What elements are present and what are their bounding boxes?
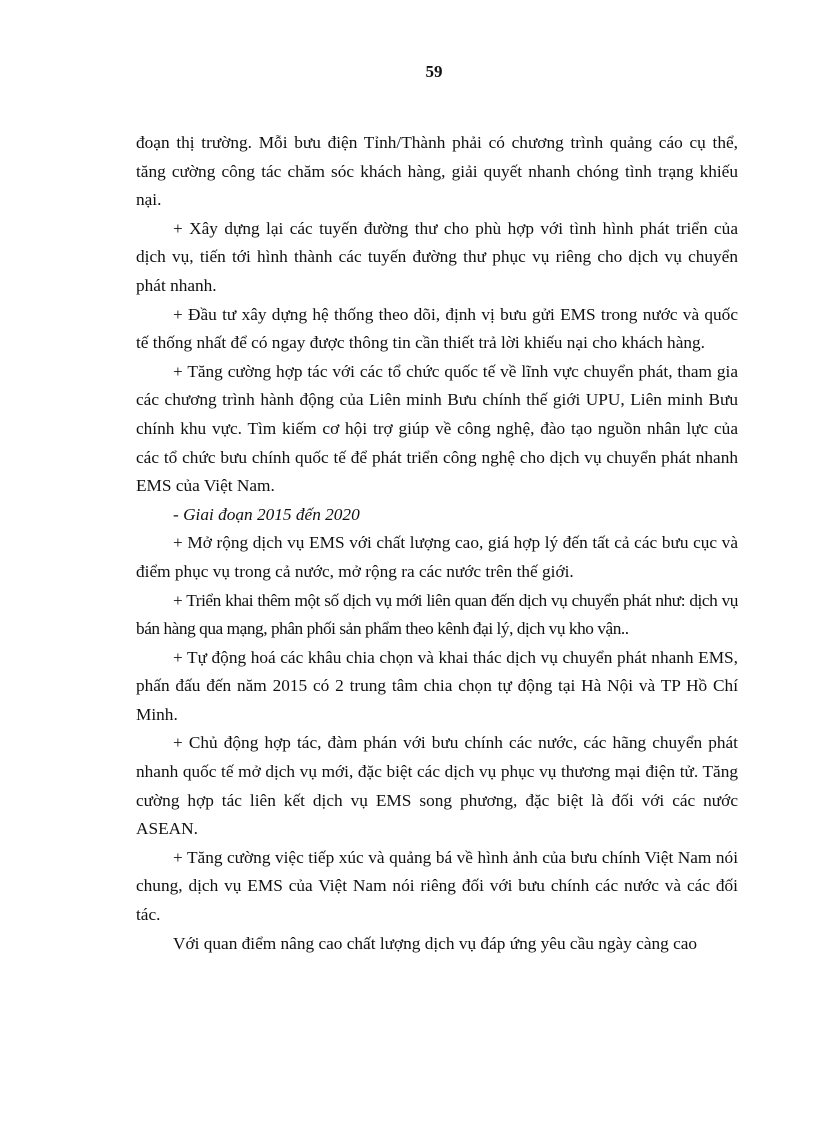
bullet-item: + Xây dựng lại các tuyến đường thư cho phù hợp với tình hình phát triển của dịch vụ, tiến tới hình thành các tuyến đường thư phục vụ riêng cho dịch vụ chuyển phát nhanh. [136, 218, 738, 295]
bullet-item: + Mở rộng dịch vụ EMS với chất lượng cao, giá hợp lý đến tất cả các bưu cục và điểm phục vụ trong cả nước, mở rộng ra các nước trên thế giới. [136, 533, 738, 581]
bullet-item: + Đầu tư xây dựng hệ thống theo dõi, định vị bưu gửi EMS trong nước và quốc tế thống nhất để có ngay được thông tin cần thiết trả lời khiếu nại cho khách hàng. [136, 304, 738, 353]
bullet-item: + Tăng cường việc tiếp xúc và quảng bá về hình ảnh của bưu chính Việt Nam nói chung, dịch vụ EMS của Việt Nam nói riêng đối với bưu chính các nước và các đối tác. [136, 847, 738, 925]
body-paragraph: Với quan điểm nâng cao chất lượng dịch vụ đáp ứng yêu cầu ngày càng cao [173, 933, 698, 953]
document-body [136, 129, 738, 958]
bullet-item: + Triển khai thêm một số dịch vụ mới liên quan đến dịch vụ chuyển phát như: dịch vụ bán hàng qua mạng, phân phối sản phẩm theo kênh đại lý, dịch vụ kho vận.. [136, 590, 738, 639]
paragraph-continuation: đoạn thị trường. Mỗi bưu điện Tỉnh/Thành phải có chương trình quảng cáo cụ thể, tăng cường công tác chăm sóc khách hàng, giải quyết nhanh chóng tình trạng khiếu nại. [136, 133, 738, 210]
bullet-item: + Tăng cường hợp tác với các tổ chức quốc tế về lĩnh vực chuyển phát, tham gia các chương trình hành động của Liên minh Bưu chính thế giới UPU, Liên minh Bưu chính khu vực. Tìm kiếm cơ hội trợ giúp về công nghệ, đào tạo nguồn nhân lực của các tổ chức bưu chính quốc tế để phát triển công nghệ cho dịch vụ chuyển phát nhanh EMS của Việt Nam. [136, 361, 738, 496]
bullet-item: + Chủ động hợp tác, đàm phán với bưu chính các nước, các hãng chuyển phát nhanh quốc tế mở dịch vụ mới, đặc biệt các dịch vụ phục vụ thương mại điện tử. Tăng cường hợp tác liên kết dịch vụ EMS song phương, đặc biệt là đối với các nước ASEAN. [136, 733, 738, 839]
section-heading: - Giai đoạn 2015 đến 2020 [173, 504, 360, 524]
page-number: 59 [425, 62, 443, 81]
bullet-item: + Tự động hoá các khâu chia chọn và khai thác dịch vụ chuyển phát nhanh EMS, phấn đấu đến năm 2015 có 2 trung tâm chia chọn tự động tại Hà Nội và TP Hồ Chí Minh. [136, 647, 738, 724]
